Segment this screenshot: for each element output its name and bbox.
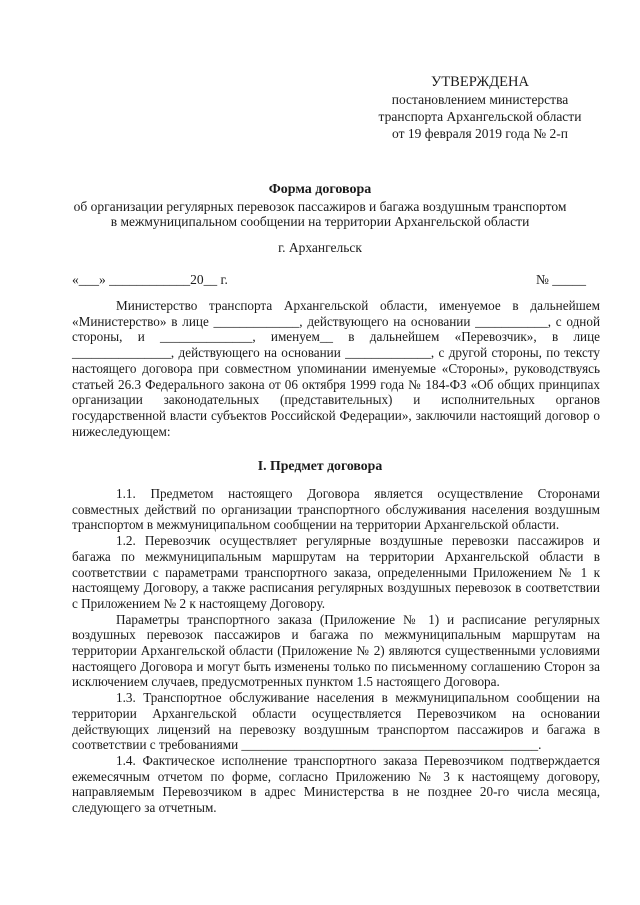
paragraph-1-2: 1.2. Перевозчик осуществляет регулярные воздушные перевозки пассажиров и багажа по межмуниципальным маршрутам на территории Архангельской области в соответствии с параметрами транспортного заказа, определенными Приложением № 1 к настоящему Договору, а также расписания регулярных воздушных перевозок в соответствии с Приложением № 2 к настоящему Договору. [72, 533, 600, 611]
paragraph-1-2-params: Параметры транспортного заказа (Приложение № 1) и расписание регулярных воздушных перевозок пассажиров и багажа по межмуниципальным маршрутам на территории Архангельской области (Приложение № 2) являются существенными условиями настоящего Договора и могут быть изменены только по письменному соглашению Сторон за исключением случаев, предусмотренных пунктом 1.5 настоящего Договора. [72, 611, 600, 690]
approval-block [360, 74, 600, 142]
paragraph-1-3: 1.3. Транспортное обслуживание населения в межмуниципальном сообщении на территории Архангельской области осуществляется Перевозчиком на основании действующих лицензий на перевозку воздушным транспортом пассажиров и багажа в соответствии с требованиями _____________________________________________. [72, 690, 600, 753]
form-title-block [60, 182, 580, 230]
approval-line-3: от 19 февраля 2019 года № 2-п [392, 126, 568, 141]
paragraph-1-1: 1.1. Предметом настоящего Договора является осуществление Сторонами совместных действий по организации транспортного обслуживания населения воздушным транспортом в межмуниципальном сообщении на территории Архангельской области. [72, 486, 600, 533]
contract-number: № _____ [536, 272, 587, 287]
form-subtitle-2: в межмуниципальном сообщении на территории Архангельской области [110, 214, 530, 229]
preamble-paragraph: Министерство транспорта Архангельской области, именуемое в дальнейшем «Министерство» в лице _____________, действующего на основании ___________, с одной стороны, и ______________, именуем__ в дальнейшем «Перевозчик», в лице _______________, действующего на основании _____________, с другой стороны, по тексту настоящего договора при совместном упоминании именуемые «Стороны», руководствуясь статьей 26.3 Федерального закона от 06 октября 1999 года № 184-ФЗ «Об общих принципах организации законодательных (представительных) и исполнительных органов государственной власти субъектов Российской Федерации», заключили настоящий договор о нижеследующем: [72, 298, 600, 439]
approval-title: УТВЕРЖДЕНА [431, 74, 529, 90]
approval-line-2: транспорта Архангельской области [378, 109, 582, 124]
form-heading: Форма договора [268, 182, 372, 197]
city: г. Архангельск [278, 240, 362, 255]
date-line: «___» ____________20__ г. [72, 272, 228, 287]
form-subtitle-1: об организации регулярных перевозок пассажиров и багажа воздушным транспортом [73, 198, 567, 214]
section-1-body [72, 486, 600, 816]
section-1-title: I. Предмет договора [257, 458, 383, 473]
paragraph-1-4: 1.4. Фактическое исполнение транспортного заказа Перевозчиком подтверждается ежемесячным отчетом по форме, согласно Приложению № 3 к настоящему договору, направляемым Перевозчиком в адрес Министерства в не позднее 20-го числа месяца, следующего за отчетным. [72, 752, 600, 816]
approval-line-1: постановлением министерства [391, 92, 569, 107]
